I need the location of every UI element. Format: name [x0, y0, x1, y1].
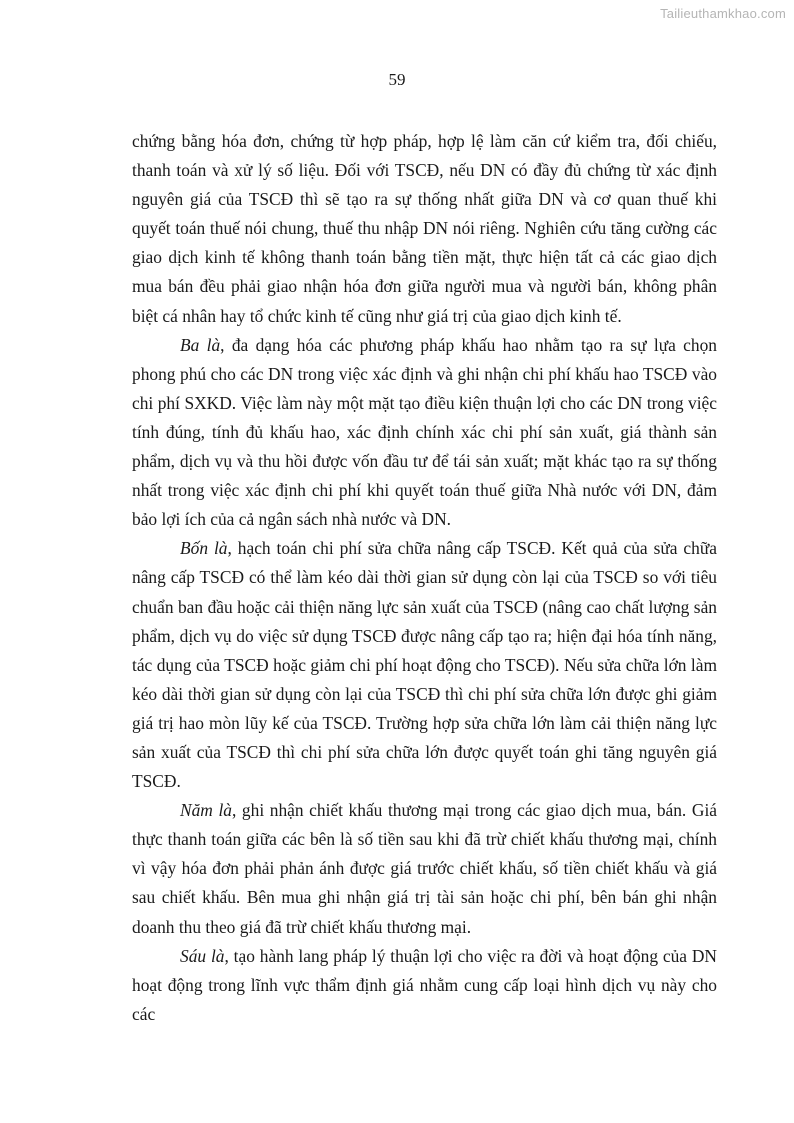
paragraph-text: , đa dạng hóa các phương pháp khấu hao nhằm tạo ra sự lựa chọn phong phú cho các DN trong việc xác định và ghi nhận chi phí khấu hao TSCĐ vào chi phí SXKD. Việc làm này một mặt tạo điều kiện thuận lợi cho các DN trong việc tính đúng, tính đủ khấu hao, xác định chính xác chi phí sản xuất, giá thành sản phẩm, dịch vụ và thu hồi được vốn đầu tư để tái sản xuất; mặt khác tạo ra sự thống nhất trong việc xác định chi phí khi quyết toán thuế giữa Nhà nước với DN, đảm bảo lợi ích của cả ngân sách nhà nước và DN.	[132, 334, 717, 530]
paragraph-ba-la	[132, 331, 717, 535]
paragraph-text: , tạo hành lang pháp lý thuận lợi cho việc ra đời và hoạt động của DN hoạt động trong lĩnh vực thẩm định giá nhằm cung cấp loại hình dịch vụ này cho các	[132, 945, 717, 1024]
paragraph-text: , hạch toán chi phí sửa chữa nâng cấp TSCĐ. Kết quả của sửa chữa nâng cấp TSCĐ có thể làm kéo dài thời gian sử dụng còn lại của TSCĐ so với tiêu chuẩn ban đầu hoặc cải thiện năng lực sản xuất của TSCĐ (nâng cao chất lượng sản phẩm, dịch vụ do việc sử dụng TSCĐ được nâng cấp tạo ra; hiện đại hóa tính năng, tác dụng của TSCĐ hoặc giảm chi phí hoạt động cho TSCĐ). Nếu sửa chữa lớn làm kéo dài thời gian sử dụng còn lại của TSCĐ thì chi phí sửa chữa lớn được ghi giảm giá trị hao mòn lũy kế của TSCĐ. Trường hợp sửa chữa lớn làm cải thiện năng lực sản xuất của TSCĐ thì chi phí sửa chữa lớn được quyết toán ghi tăng nguyên giá TSCĐ.	[132, 538, 717, 792]
paragraph-lead: Bốn là	[180, 538, 228, 559]
paragraph-sau-la	[132, 942, 717, 1029]
paragraph-nam-la	[132, 796, 717, 941]
paragraph-lead: Năm là	[180, 800, 232, 821]
watermark-text: Tailieuthamkhao.com	[660, 6, 786, 21]
paragraph-lead: Ba là	[180, 334, 221, 355]
paragraph-continuation	[132, 127, 717, 331]
paragraph-lead: Sáu là	[180, 945, 225, 966]
paragraph-text: chứng bằng hóa đơn, chứng từ hợp pháp, hợp lệ làm căn cứ kiểm tra, đối chiếu, thanh toán và xử lý số liệu. Đối với TSCĐ, nếu DN có đầy đủ chứng từ xác định nguyên giá của TSCĐ thì sẽ tạo ra sự thống nhất giữa DN và cơ quan thuế khi quyết toán thuế nói chung, thuế thu nhập DN nói riêng. Nghiên cứu tăng cường các giao dịch kinh tế không thanh toán bằng tiền mặt, thực hiện tất cả các giao dịch mua bán đều phải giao nhận hóa đơn giữa người mua và người bán, không phân biệt cá nhân hay tổ chức kinh tế cũng như giá trị của giao dịch kinh tế.	[132, 131, 717, 326]
document-body	[132, 127, 717, 1029]
page-number: 59	[388, 70, 406, 89]
paragraph-bon-la	[132, 534, 717, 796]
paragraph-text: , ghi nhận chiết khấu thương mại trong các giao dịch mua, bán. Giá thực thanh toán giữa các bên là số tiền sau khi đã trừ chiết khấu thương mại, chính vì vậy hóa đơn phải phản ánh được giá trước chiết khấu, số tiền chiết khấu và giá sau chiết khấu. Bên mua ghi nhận giá trị tài sản hoặc chi phí, bên bán ghi nhận doanh thu theo giá đã trừ chiết khấu thương mại.	[132, 800, 717, 937]
